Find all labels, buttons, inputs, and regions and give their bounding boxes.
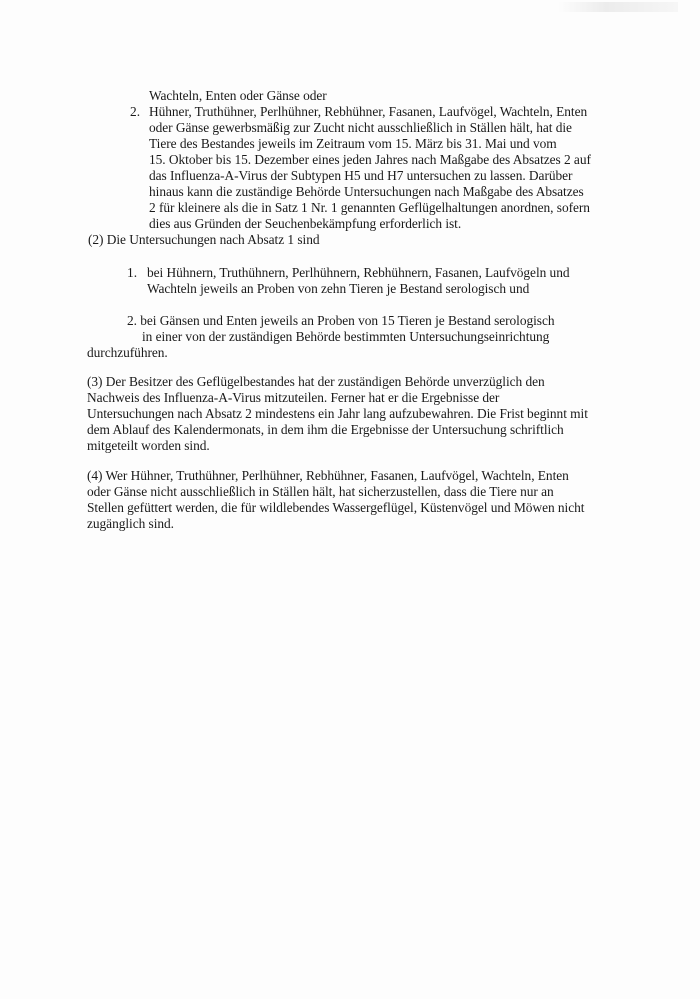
para4-line-1: (4) Wer Hühner, Truthühner, Perlhühner, Rebhühner, Fasanen, Laufvögel, Wachteln, Enten — [87, 468, 569, 483]
para2-item1-line-2: Wachteln jeweils an Proben von zehn Tieren je Bestand serologisch und — [147, 281, 530, 296]
item2-line-8: dies aus Gründen der Seuchenbekämpfung erforderlich ist. — [149, 216, 462, 231]
para2-item2-line-2: in einer von der zuständigen Behörde bestimmten Untersuchungseinrichtung — [142, 329, 550, 344]
para2-item2-line-3: durchzuführen. — [87, 345, 168, 360]
para3-line-3: Untersuchungen nach Absatz 2 mindestens ein Jahr lang aufzubewahren. Die Frist beginnt mit — [87, 406, 588, 421]
item2-line-6: hinaus kann die zuständige Behörde Untersuchungen nach Maßgabe des Absatzes — [149, 184, 584, 199]
item2-line-5: das Influenza-A-Virus der Subtypen H5 und H7 untersuchen zu lassen. Darüber — [149, 168, 573, 183]
para3-line-1: (3) Der Besitzer des Geflügelbestandes hat der zuständigen Behörde unverzüglich den — [87, 374, 545, 389]
para2-item2-line-1: 2. bei Gänsen und Enten jeweils an Proben von 15 Tieren je Bestand serologisch — [127, 313, 555, 328]
item2-line-4: 15. Oktober bis 15. Dezember eines jeden Jahres nach Maßgabe des Absatzes 2 auf — [149, 152, 591, 167]
item1-tail-line: Wachteln, Enten oder Gänse oder — [149, 88, 327, 103]
para4-line-3: Stellen gefüttert werden, die für wildlebendes Wassergeflügel, Küstenvögel und Möwen nicht — [87, 500, 585, 515]
para2-heading: (2) Die Untersuchungen nach Absatz 1 sind — [88, 232, 320, 247]
para4-line-2: oder Gänse nicht ausschließlich in Ställen hält, hat sicherzustellen, dass die Tiere nur an — [87, 484, 554, 499]
para3-line-2: Nachweis des Influenza-A-Virus mitzuteilen. Ferner hat er die Ergebnisse der — [87, 390, 500, 405]
item2-line-3: Tiere des Bestandes jeweils im Zeitraum vom 15. März bis 31. Mai und vom — [149, 136, 557, 151]
para4-line-4: zugänglich sind. — [87, 516, 174, 531]
item2-line-1: Hühner, Truthühner, Perlhühner, Rebhühner, Fasanen, Laufvögel, Wachteln, Enten — [149, 104, 588, 119]
item2-line-2: oder Gänse gewerbsmäßig zur Zucht nicht ausschließlich in Ställen hält, hat die — [149, 120, 572, 135]
para2-item1-line-1: bei Hühnern, Truthühnern, Perlhühnern, Rebhühnern, Fasanen, Laufvögeln und — [147, 265, 570, 280]
para3-line-4: dem Ablauf des Kalendermonats, in dem ihm die Ergebnisse der Untersuchung schriftlich — [87, 422, 564, 437]
para2-item1-number: 1. — [127, 265, 138, 280]
scan-artifact — [558, 2, 678, 12]
item2-line-7: 2 für kleinere als die in Satz 1 Nr. 1 genannten Geflügelhaltungen anordnen, sofern — [149, 200, 590, 215]
para3-line-5: mitgeteilt worden sind. — [87, 438, 210, 453]
item2-number: 2. — [130, 104, 141, 119]
